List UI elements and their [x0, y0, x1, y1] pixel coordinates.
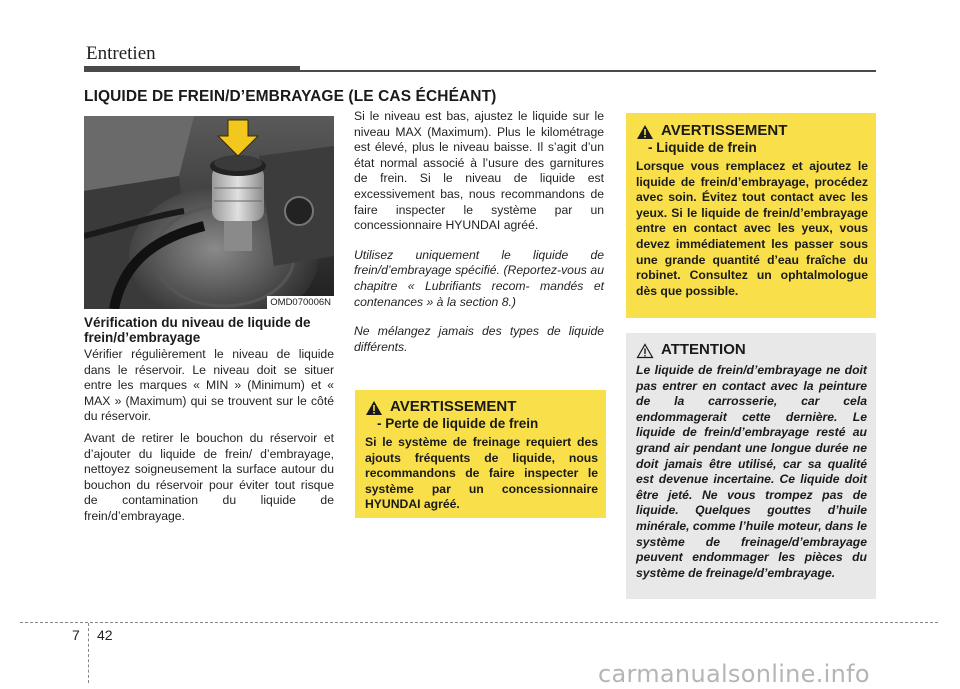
attention-body: Le liquide de frein/d’embrayage ne doit pas entrer en contact avec la peinture de la carrosserie, car cela endommagerait cette dernière. Le liquide de frein/d’embrayage resté au grand air pendant une longue durée ne doit jamais être utilisé, car sa qualité est devenue incertaine. Ce liquide doit être jeté. Ne vous trompez pas de liquide. Quelques gouttes d’huile minérale, comme l’huile moteur, dans le système de freinage/d’embrayage peuvent endommager les pièces du système de freinage/d’embrayage.	[636, 363, 867, 580]
section-title: LIQUIDE DE FREIN/D’EMBRAYAGE (LE CAS ÉCHÉANT)	[84, 88, 497, 105]
attention-box	[626, 333, 876, 599]
warning-triangle-icon	[365, 400, 383, 416]
photo-label: OMD070006N	[267, 296, 334, 309]
col2-paragraph-1: Si le niveau est bas, ajustez le liquide sur le niveau MAX (Maximum). Plus le kilométrage est élevé, plus le niveau baisse. Il s’agit d’un état normal associé à l’usure des garnitures de frein. Si le niveau de liquide est excessivement bas, nous recommandons de faire inspecter le système par un concessionnaire HYUNDAI agréé.	[354, 109, 604, 233]
caution-triangle-icon	[636, 343, 654, 359]
warning-triangle-icon	[636, 124, 654, 140]
warning-fluid-title: AVERTISSEMENT	[661, 122, 788, 139]
watermark: carmanualsonline.info	[598, 660, 870, 688]
warning-fluid-body: Lorsque vous remplacez et ajoutez le liquide de frein/d’embrayage, procédez avec soin. Évitez tout contact avec les yeux. Si le liquide de frein/d’embrayage entre en contact avec les yeux, vous devez immédiatement les passer sous une grande quantité d’eau fraîche du robinet. Consultez un ophtalmologue dès que possible.	[636, 159, 868, 298]
warning-loss-subtitle: - Perte de liquide de frein	[377, 416, 539, 431]
footer-vertical-divider	[88, 623, 89, 683]
header-title: Entretien	[86, 43, 156, 64]
warning-loss-body: Si le système de freinage requiert des ajouts fréquents de liquide, nous recommandons de faire inspecter le système par un concessionnaire HYUNDAI agréé.	[365, 435, 598, 512]
warning-loss-title: AVERTISSEMENT	[390, 398, 517, 415]
page-number: 42	[97, 627, 113, 643]
page-chapter: 7	[72, 627, 80, 643]
engine-photo	[84, 116, 334, 309]
col2-paragraph-3: Ne mélangez jamais des types de liquide différents.	[354, 324, 604, 354]
engine-bay-illustration	[84, 116, 334, 309]
check-paragraph-1: Vérifier régulièrement le niveau de liquide dans le réservoir. Le niveau doit se situer entre les marques « MIN » (Minimum) et « MAX » (Maximum) qui se trouvent sur le côté du réservoir.	[84, 347, 334, 424]
check-body	[84, 347, 334, 531]
warning-box-loss	[355, 390, 606, 518]
footer-divider	[20, 622, 938, 623]
warning-fluid-subtitle: - Liquide de frein	[648, 140, 757, 155]
col2-paragraph-2: Utilisez uniquement le liquide de frein/d’embrayage spécifié. (Reportez-vous au chapitre « Lubrifiants recom- mandés et contenances » à la section 8.)	[354, 247, 604, 309]
header-bar-thick	[84, 66, 300, 72]
check-paragraph-2: Avant de retirer le bouchon du réservoir et d’ajouter du liquide de frein/ d’embrayage, nettoyez soigneusement la surface autour du bouchon du réservoir pour éviter tout risque de contamination du liquide de frein/d’embrayage.	[84, 430, 334, 523]
column-2-body	[354, 109, 604, 369]
attention-title: ATTENTION	[661, 341, 746, 358]
header-bar-thin	[300, 70, 876, 72]
warning-box-fluid	[626, 113, 876, 318]
check-heading: Vérification du niveau de liquide de frein/d’embrayage	[84, 315, 311, 345]
